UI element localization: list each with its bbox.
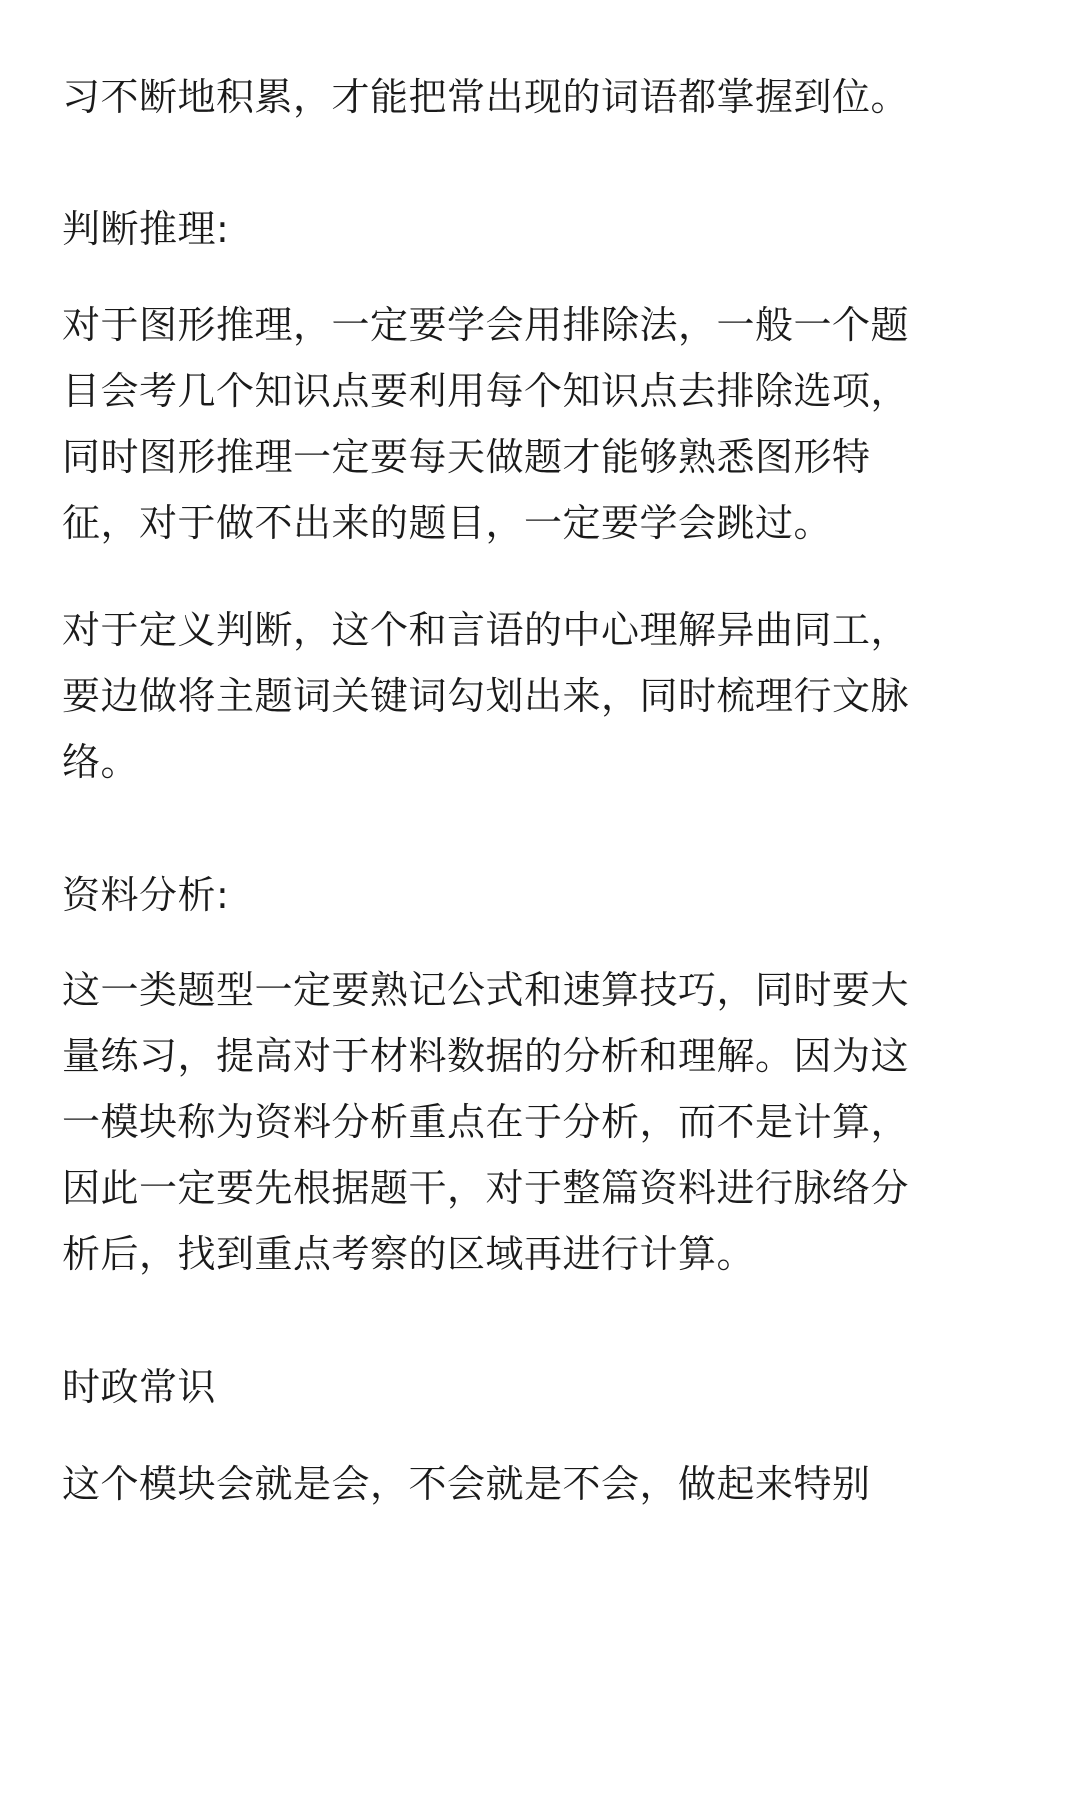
paragraph-line: 对于定义判断，这个和言语的中心理解异曲同工， (62, 608, 910, 652)
paragraph-line: 一模块称为资料分析重点在于分析，而不是计算， (62, 1100, 910, 1144)
paragraph-line: 目会考几个知识点要利用每个知识点去排除选项， (62, 369, 910, 413)
paragraph-line: 析后，找到重点考察的区域再进行计算。 (62, 1232, 756, 1276)
paragraph-line: 量练习，提高对于材料数据的分析和理解。因为这 (62, 1034, 910, 1078)
paragraph-line: 习不断地积累，才能把常出现的词语都掌握到位。 (62, 75, 910, 119)
paragraph-line: 对于图形推理，一定要学会用排除法，一般一个题 (62, 303, 910, 347)
section-heading-current-affairs: 时政常识 (62, 1365, 217, 1409)
paragraph-line: 因此一定要先根据题干，对于整篇资料进行脉络分 (62, 1166, 910, 1210)
paragraph-line: 要边做将主题词关键词勾划出来，同时梳理行文脉 (62, 674, 910, 718)
paragraph-line: 这一类题型一定要熟记公式和速算技巧，同时要大 (62, 968, 910, 1012)
paragraph-line: 这个模块会就是会，不会就是不会，做起来特别 (62, 1462, 871, 1506)
section-heading-judgment-reasoning: 判断推理: (62, 207, 230, 251)
paragraph-line: 征，对于做不出来的题目，一定要学会跳过。 (62, 501, 833, 545)
paragraph-line: 同时图形推理一定要每天做题才能够熟悉图形特 (62, 435, 871, 479)
section-heading-data-analysis: 资料分析: (62, 873, 230, 917)
paragraph-line: 络。 (62, 740, 140, 784)
